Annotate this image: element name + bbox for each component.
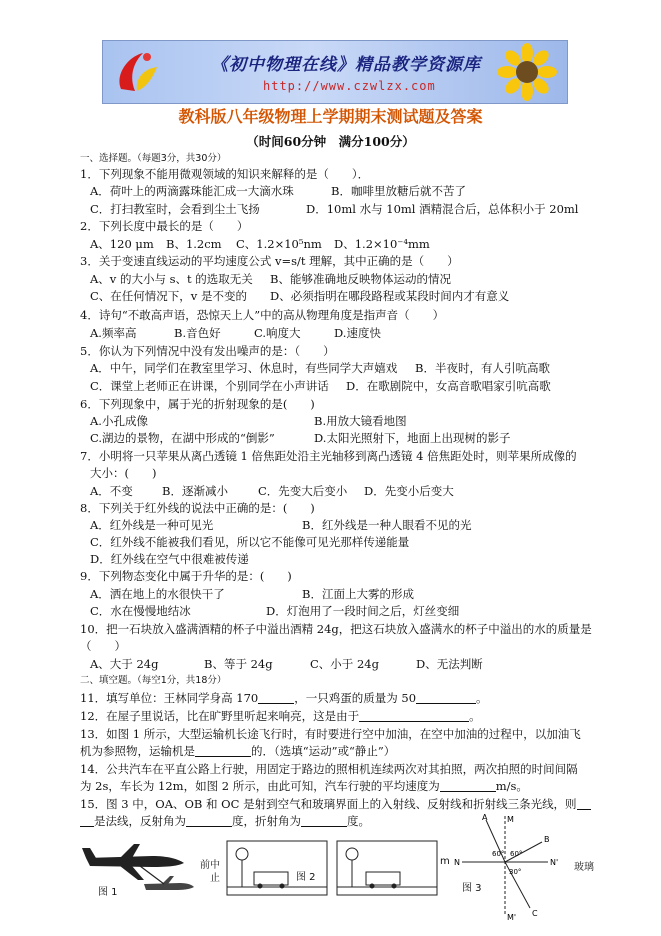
question-13-continued: 机为参照物，运输机是 的．（选填“运动”或“静止”） [80, 744, 396, 758]
option-c: C．课堂上老师正在讲课，个别同学在小声讲话 [90, 379, 329, 393]
header-banner [102, 40, 568, 104]
question-14-continued: 为 2s，车长为 12m，如图 2 所示，由此可知，汽车行驶的平均速度为 m/s。 [80, 779, 528, 793]
option-d: D．先变小后变大 [364, 484, 454, 498]
page-subtitle: （时间60分钟 满分100分） [246, 134, 415, 149]
figure-3-glass-label: 玻璃 [574, 862, 594, 873]
question-14: 14．公共汽车在平直公路上行驶，用固定于路边的照相机连续两次对其拍照，两次拍照的时间间隔 [80, 762, 578, 776]
option-b: B．逐渐减小 [162, 484, 228, 498]
option-d: D、必须指明在哪段路程或某段时间内才有意义 [270, 289, 510, 303]
section2-heading: 二、填空题。（每空1分，共18分） [80, 675, 227, 686]
ray-label: A [482, 813, 488, 822]
option-c: C．水在慢慢地结冰 [90, 604, 191, 618]
question-stem: 1．下列现象不能用微观领域的知识来解释的是（ ）． [80, 167, 370, 181]
question-stem: 7．小明将一只苹果从离凸透镜 1 倍焦距处沿主光轴移到离凸透镜 4 倍焦距处时，则苹果所成像的 [80, 449, 577, 463]
option-a: A、大于 24g [90, 657, 159, 671]
question-stem-continued: 大小：( ) [90, 466, 157, 480]
option-c: C．红外线不能被我们看见，所以它不能像可见光那样传递能量 [90, 535, 410, 549]
option-d: D．红外线在空气中很难被传递 [90, 552, 249, 566]
logo-icon [113, 47, 161, 97]
option-a: A、120 μm [90, 237, 154, 251]
option-d: D．10ml 水与 10ml 酒精混合后，总体积小于 20ml [306, 202, 579, 216]
ray-label: C [532, 909, 538, 918]
question-stem: 4．诗句“不敢高声语，恐惊天上人”中的高从物理角度是指声音（ ） [80, 308, 445, 322]
question-15: 15．图 3 中，OA、OB 和 OC 是射到空气和玻璃界面上的入射线、反射线和折射线三条光线，则 [80, 796, 591, 812]
option-a: A．红外线是一种可见光 [90, 518, 214, 532]
answer-blank[interactable] [440, 779, 496, 792]
question-stem-continued: （ ） [80, 639, 126, 653]
option-a: A.小孔成像 [90, 414, 148, 428]
section1-heading: 一、选择题。（每题3分，共30分） [80, 153, 227, 164]
option-d: D．在歌剧院中，女高音歌唱家引吭高歌 [346, 379, 551, 393]
option-c: C、1.2×10⁵nm [236, 237, 322, 251]
option-b: B、1.2cm [166, 237, 222, 251]
question-11: 11．填写单位：王林同学身高 170 ，一只鸡蛋的质量为 50 。 [80, 691, 488, 705]
figure-2-bus-photos [226, 840, 438, 896]
option-c: C．打扫教室时，会看到尘土飞扬 [90, 202, 260, 216]
option-d: D.速度快 [334, 326, 381, 340]
angle-label: 60° [510, 850, 523, 858]
option-c: C、在任何情况下，v 是不变的 [90, 289, 247, 303]
sunflower-icon [493, 43, 561, 101]
option-a: A、v 的大小与 s、t 的选取无关 [90, 272, 253, 286]
answer-blank[interactable] [186, 814, 232, 827]
angle-label: 30° [509, 868, 522, 876]
option-d: D、无法判断 [416, 657, 483, 671]
answer-blank[interactable] [301, 814, 347, 827]
answer-blank[interactable] [416, 691, 476, 704]
answer-blank[interactable] [258, 691, 294, 704]
option-b: B.音色好 [174, 326, 221, 340]
option-b: B、等于 24g [204, 657, 273, 671]
answer-blank[interactable] [80, 814, 94, 827]
question-15-continued: 是法线，反射角为 度，折射角为 度。 [80, 813, 370, 829]
ray-label: M' [507, 913, 517, 922]
question-stem: 5．你认为下列情况中没有发出噪声的是：（ ） [80, 344, 335, 358]
angle-label: 60° [492, 850, 505, 858]
question-13: 13．如图 1 所示，大型运输机长途飞行时，有时要进行空中加油，在空中加油的过程中，以加油飞 [80, 727, 581, 741]
option-b: B．咖啡里放糖后就不苦了 [331, 184, 466, 198]
option-b: B．江面上大雾的形成 [302, 587, 414, 601]
option-a: A．洒在地上的水很快干了 [90, 587, 225, 601]
option-c: C、小于 24g [310, 657, 379, 671]
option-c: C.湖边的景物，在湖中形成的“倒影” [90, 431, 275, 445]
option-a: A.频率高 [90, 326, 137, 340]
option-a: A．不变 [90, 484, 133, 498]
option-c: C.响度大 [254, 326, 301, 340]
page-title: 教科版八年级物理上学期期末测试题及答案 [178, 107, 483, 126]
figure-2-side-label: 前中 [200, 860, 220, 871]
option-d: D、1.2×10⁻⁴mm [334, 237, 430, 251]
figure-3-caption: 图 3 [462, 883, 482, 894]
option-b: B．红外线是一种人眼看不见的光 [302, 518, 472, 532]
option-c: C．先变大后变小 [258, 484, 348, 498]
question-stem: 2．下列长度中最长的是（ ） [80, 219, 249, 233]
ray-label: M [507, 815, 514, 824]
option-b: B．半夜时，有人引吭高歌 [415, 361, 550, 375]
option-d: D.太阳光照射下，地面上出现树的影子 [314, 431, 511, 445]
question-12: 12．在屋子里说话，比在旷野里听起来响亮，这是由于 。 [80, 709, 481, 723]
option-b: B、能够准确地反映物体运动的情况 [270, 272, 451, 286]
banner-url[interactable]: http://www.czwlzx.com [263, 79, 436, 93]
banner-title: 《初中物理在线》精品教学资源库 [211, 55, 481, 75]
figure-2-side-label: m [440, 856, 450, 867]
figure-3-light-rays [452, 812, 572, 922]
answer-blank[interactable] [577, 797, 591, 810]
question-stem: 6．下列现象中，属于光的折射现象的是( ) [80, 397, 315, 411]
question-stem: 9．下列物态变化中属于升华的是：( ) [80, 569, 292, 583]
option-b: B.用放大镜看地图 [314, 414, 407, 428]
question-stem: 8．下列关于红外线的说法中正确的是：( ) [80, 501, 315, 515]
option-d: D．灯泡用了一段时间之后，灯丝变细 [266, 604, 460, 618]
figure-2-side-label: 止 [210, 873, 220, 884]
answer-blank[interactable] [195, 744, 251, 757]
option-a: A．中午，同学们在教室里学习、休息时，有些同学大声嬉戏 [90, 361, 398, 375]
option-a: A．荷叶上的两滴露珠能汇成一大滴水珠 [90, 184, 294, 198]
figure-2-caption: 图 2 [296, 872, 316, 883]
ray-label: N' [550, 858, 559, 867]
figure-1-caption: 图 1 [98, 887, 118, 898]
ray-label: N [454, 858, 460, 867]
question-stem: 10．把一石块放入盛满酒精的杯子中溢出酒精 24g，把这石块放入盛满水的杯子中溢出的水的质量是 [80, 622, 592, 636]
question-stem: 3．关于变速直线运动的平均速度公式 v=s/t 理解，其中正确的是（ ） [80, 254, 459, 268]
ray-label: B [544, 835, 550, 844]
answer-blank[interactable] [359, 709, 469, 722]
